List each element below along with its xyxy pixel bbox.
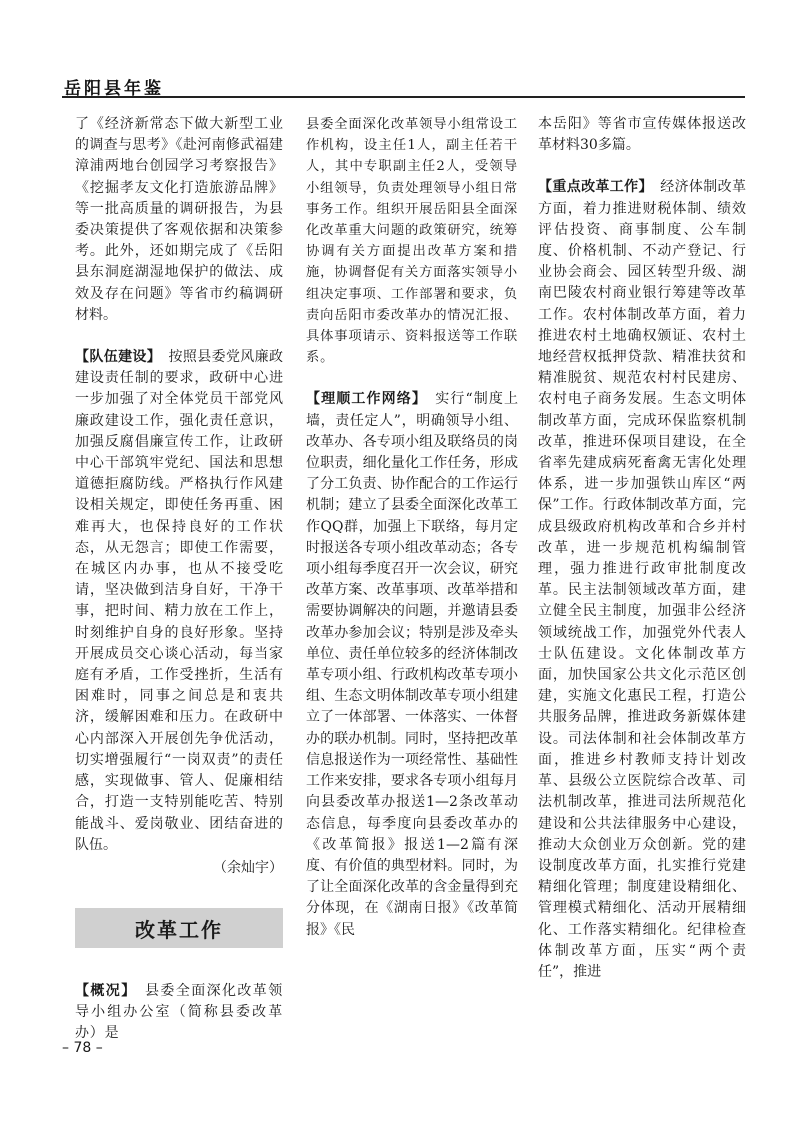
yearbook-header-title: 岳阳县年鉴 bbox=[64, 79, 164, 99]
paragraph-spacer bbox=[538, 156, 746, 177]
column3-paragraph-key-reform bbox=[538, 177, 746, 983]
paragraph-spacer bbox=[306, 368, 518, 389]
column2-paragraph-network bbox=[306, 389, 518, 940]
paragraph-spacer bbox=[75, 326, 283, 347]
keyword-work-network: 【理顺工作网络】 bbox=[306, 391, 421, 408]
column-3 bbox=[538, 114, 746, 983]
overview-text: 县委全面深化改革领导小组办公室（简称县委改革办）是 bbox=[75, 983, 284, 1042]
keyword-team-building: 【队伍建设】 bbox=[75, 349, 155, 366]
column1-overview bbox=[75, 981, 283, 1045]
section-title: 改革工作 bbox=[135, 917, 223, 942]
column3-paragraph-1: 本岳阳》等省市宣传媒体报送改革材料30多篇。 bbox=[538, 116, 746, 154]
key-reform-text: 经济体制改革方面，着力推进财税体制、绩效评估投资、商事制度、公车制度、价格机制、不动产登记、行业协会商会、园区转型升级、湖南巴陵农村商业银行筹建等改革工作。农村体制改革方面，着力推进农村土地确权颁证、农村土地经营权抵押贷款、精准扶贫和精准脱贫、规范农村村民建房、农村电子商务发展。生态文明体制改革方面，完成环保监察机制改革，推进环保项目建设，在全省率先建成病死畜禽无害化处理体系，进一步加强铁山库区“两保”工作。行政体制改革方面，完成县级政府机构改革和合乡并村改革，进一步规范机构编制管理，强力推进行政审批制度改革。民主法制领域改革方面，建立健全民主制度，加强非公经济领域统战工作，加强党外代表人士队伍建设。文化体制改革方面，加快国家公共文化示范区创建，实施文化惠民工程，打造公共服务品牌，推进政务新媒体建设。司法体制和社会体制改革方面，推进乡村教师支持计划改革、县级公立医院综合改革、司法机制改革，推进司法所规范化建设和公共法律服务中心建设，推动大众创业万众创新。党的建设制度改革方面，扎实推行党建精细化管理；制度建设精细化、管理模式精细化、活动开展精细化、工作落实精细化。纪律检查体制改革方面，压实“两个责任”，推进 bbox=[538, 179, 747, 980]
column1-paragraph-1: 了《经济新常态下做大新型工业的调查与思考》《赴河南修武福建漳浦两地台创园学习考察报告》《挖掘孝友文化打造旅游品牌》等一批高质量的调研报告，为县委决策提供了客观依据和决策参考。此外，还如期完成了《岳阳县东洞庭湖湿地保护的做法、成效及存在问题》等省市约稿调研材料。 bbox=[75, 116, 283, 323]
author-credit: （余灿宇） bbox=[213, 859, 283, 876]
section-heading-band bbox=[75, 908, 283, 948]
header-divider bbox=[62, 96, 745, 98]
keyword-key-reform: 【重点改革工作】 bbox=[538, 179, 646, 196]
column-1 bbox=[75, 114, 283, 879]
column-2 bbox=[306, 114, 518, 941]
keyword-overview: 【概况】 bbox=[75, 983, 130, 999]
page-number: – 78 – bbox=[62, 1040, 103, 1056]
column2-paragraph-1: 县委全面深化改革领导小组常设工作机构，设主任1人，副主任若干人，其中专职副主任2人，受领导小组领导，负责处理领导小组日常事务工作。组织开展岳阳县全面深化改革重大问题的政策研究，统筹协调有关方面提出改革方案和措施，协调督促有关方面落实领导小组决定事项、工作部署和要求，负责向岳阳市委改革办的情况汇报、具体事项请示、资料报送等工作联系。 bbox=[306, 117, 518, 366]
team-building-text: 按照县委党风廉政建设责任制的要求，政研中心进一步加强了对全体党员干部党风廉政建设工作，强化责任意识，加强反腐倡廉宣传工作，让政研中心干部筑牢党纪、国法和思想道德拒腐防线。严格执行作风建设相关规定，即使任务再重、困难再大，也保持良好的工作状态，从无怨言；即使工作需要，在城区内办事，也从不接受吃请，坚决做到洁身自好，干净干事，把时间、精力放在工作上，时刻维护自身的良好形象。坚持开展成员交心谈心活动，每当家庭有矛盾，工作受挫折，生活有困难时，同事之间总是和衷共济，缓解困难和压力。在政研中心内部深入开展创先争优活动，切实增强履行“一岗双责”的责任感，实现做事、管人、促廉相结合，打造一支特别能吃苦、特别能战斗、爱岗敬业、团结奋进的队伍。 bbox=[75, 349, 284, 853]
column1-paragraph-team-building bbox=[75, 347, 283, 856]
work-network-text: 实行“制度上墙，责任定人”，明确领导小组、改革办、各专项小组及联络员的岗位职责，细化量化工作任务，形成了分工负责、协作配合的工作运行机制；建立了县委全面深化改革工作QQ群，加强上下联络，每月定时报送各专项小组改革动态；各专项小组每季度召开一次会议，研究改革方案、改革事项、改革举措和需要协调解决的问题，并邀请县委改革办参加会议；特别是涉及牵头单位、责任单位较多的经济体制改革专项小组、行政机构改革专项小组、生态文明体制改革专项小组建立了一体部署、一体落实、一体督办的联办机制。同时，坚持把改革信息报送作为一项经常性、基础性工作来安排，要求各专项小组每月向县委改革办报送1—2条改革动态信息，每季度向县委改革办的《改革简报》报送1—2篇有深度、有价值的典型材料。同时，为了让全面深化改革的含金量得到充分体现，在《湖南日报》《改革简报》《民 bbox=[306, 391, 518, 938]
